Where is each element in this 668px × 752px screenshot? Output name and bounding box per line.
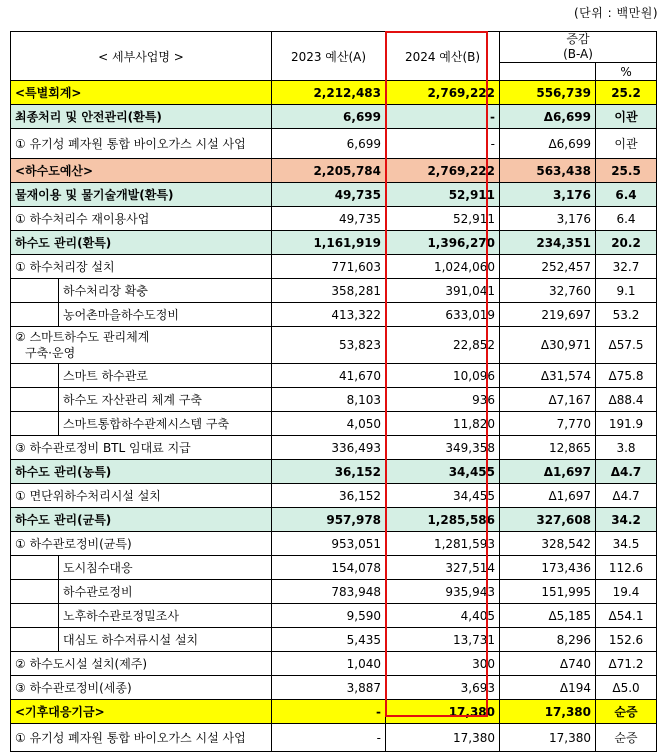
table-row — [11, 676, 657, 700]
row-2024: 1,024,060 — [386, 255, 500, 279]
row-pct: 20.2 — [596, 231, 657, 255]
table-row — [11, 508, 657, 532]
row-change: Δ6,699 — [500, 105, 596, 129]
row-2023: 9,590 — [272, 604, 386, 628]
table-row — [11, 81, 657, 105]
row-pct: 9.1 — [596, 279, 657, 303]
row-name: 하수도 관리(환특) — [11, 231, 272, 255]
row-change: Δ31,574 — [500, 364, 596, 388]
row-change: 563,438 — [500, 159, 596, 183]
row-name: 하수도 자산관리 체계 구축 — [59, 388, 272, 412]
row-name: ① 유기성 폐자원 통합 바이오가스 시설 사업 — [11, 129, 272, 159]
row-2023: 953,051 — [272, 532, 386, 556]
row-pct: 6.4 — [596, 183, 657, 207]
row-change: 3,176 — [500, 207, 596, 231]
table-row — [11, 388, 657, 412]
row-change: 151,995 — [500, 580, 596, 604]
header-2024: 2024 예산(B) — [386, 32, 500, 81]
row-change: Δ1,697 — [500, 484, 596, 508]
row-pct: 3.8 — [596, 436, 657, 460]
row-pct: Δ57.5 — [596, 327, 657, 364]
row-name: <기후대응기금> — [11, 700, 272, 724]
table-row — [11, 159, 657, 183]
table-row — [11, 303, 657, 327]
table-row — [11, 724, 657, 752]
row-2024: 1,285,586 — [386, 508, 500, 532]
row-2023: 41,670 — [272, 364, 386, 388]
row-pct: 191.9 — [596, 412, 657, 436]
row-change: 234,351 — [500, 231, 596, 255]
row-2023: 6,699 — [272, 129, 386, 159]
row-name: <특별회계> — [11, 81, 272, 105]
table-row — [11, 105, 657, 129]
row-name: ① 유기성 폐자원 통합 바이오가스 시설 사업 — [11, 724, 272, 752]
row-2024: - — [386, 129, 500, 159]
table-row — [11, 231, 657, 255]
row-pct: 이관 — [596, 105, 657, 129]
unit-label: (단위 : 백만원) — [574, 6, 658, 20]
row-pct: Δ88.4 — [596, 388, 657, 412]
row-change: Δ1,697 — [500, 460, 596, 484]
row-change: 3,176 — [500, 183, 596, 207]
header-change-label: 증감 — [566, 32, 590, 46]
row-pct: 이관 — [596, 129, 657, 159]
indent-spacer — [11, 604, 59, 628]
row-2024: 4,405 — [386, 604, 500, 628]
row-2024: 391,041 — [386, 279, 500, 303]
row-2024: 52,911 — [386, 207, 500, 231]
row-change: 328,542 — [500, 532, 596, 556]
row-2024: 349,358 — [386, 436, 500, 460]
row-name: ② 하수도시설 설치(제주) — [11, 652, 272, 676]
row-pct: 152.6 — [596, 628, 657, 652]
row-2023: 957,978 — [272, 508, 386, 532]
table-row — [11, 628, 657, 652]
row-name: 농어촌마을하수도정비 — [59, 303, 272, 327]
row-2024: - — [386, 105, 500, 129]
row-pct: Δ5.0 — [596, 676, 657, 700]
row-pct: 순증 — [596, 724, 657, 752]
row-2024: 34,455 — [386, 460, 500, 484]
row-pct: 6.4 — [596, 207, 657, 231]
row-name: 스마트 하수관로 — [59, 364, 272, 388]
table-row — [11, 604, 657, 628]
row-2023: 3,887 — [272, 676, 386, 700]
row-2024: 300 — [386, 652, 500, 676]
table-row — [11, 183, 657, 207]
header-change-amount — [500, 63, 596, 81]
row-2023: 5,435 — [272, 628, 386, 652]
row-name: 하수처리장 확충 — [59, 279, 272, 303]
indent-spacer — [11, 303, 59, 327]
row-change: 17,380 — [500, 700, 596, 724]
row-change: 7,770 — [500, 412, 596, 436]
row-name: 하수도 관리(균특) — [11, 508, 272, 532]
row-2024: 1,396,270 — [386, 231, 500, 255]
row-2023: 6,699 — [272, 105, 386, 129]
row-pct: Δ4.7 — [596, 460, 657, 484]
row-2023: - — [272, 724, 386, 752]
indent-spacer — [11, 279, 59, 303]
row-2023: 36,152 — [272, 484, 386, 508]
row-change: 8,296 — [500, 628, 596, 652]
row-change: Δ194 — [500, 676, 596, 700]
table-row — [11, 460, 657, 484]
row-name — [11, 327, 272, 364]
row-2024: 11,820 — [386, 412, 500, 436]
row-2023: 771,603 — [272, 255, 386, 279]
header-change-sub: (B-A) — [563, 47, 593, 61]
row-2023: 49,735 — [272, 183, 386, 207]
row-pct: 순증 — [596, 700, 657, 724]
row-2024: 17,380 — [386, 700, 500, 724]
row-2023: 783,948 — [272, 580, 386, 604]
row-change: Δ7,167 — [500, 388, 596, 412]
row-2024: 2,769,222 — [386, 81, 500, 105]
row-name: ① 하수관로정비(균특) — [11, 532, 272, 556]
row-2023: 358,281 — [272, 279, 386, 303]
table-row — [11, 129, 657, 159]
row-change: 173,436 — [500, 556, 596, 580]
row-2024: 52,911 — [386, 183, 500, 207]
table-row — [11, 532, 657, 556]
row-name: ③ 하수관로정비 BTL 임대료 지급 — [11, 436, 272, 460]
row-2024: 2,769,222 — [386, 159, 500, 183]
row-name: ③ 하수관로정비(세종) — [11, 676, 272, 700]
row-name: 노후하수관로정밀조사 — [59, 604, 272, 628]
table-row — [11, 484, 657, 508]
row-2024: 17,380 — [386, 724, 500, 752]
table-row — [11, 556, 657, 580]
budget-table — [10, 31, 657, 752]
row-2024: 327,514 — [386, 556, 500, 580]
table-row — [11, 207, 657, 231]
row-pct: 25.2 — [596, 81, 657, 105]
row-2024: 1,281,593 — [386, 532, 500, 556]
row-2023: 53,823 — [272, 327, 386, 364]
row-change: 17,380 — [500, 724, 596, 752]
row-change: 327,608 — [500, 508, 596, 532]
row-2023: 2,212,483 — [272, 81, 386, 105]
row-change: 32,760 — [500, 279, 596, 303]
row-pct: 34.2 — [596, 508, 657, 532]
indent-spacer — [11, 628, 59, 652]
indent-spacer — [11, 580, 59, 604]
row-2024: 13,731 — [386, 628, 500, 652]
table-row — [11, 364, 657, 388]
header-pct: % — [596, 63, 657, 81]
row-pct: 32.7 — [596, 255, 657, 279]
indent-spacer — [11, 364, 59, 388]
row-2023: 413,322 — [272, 303, 386, 327]
row-change: 219,697 — [500, 303, 596, 327]
row-name: 대심도 하수저류시설 설치 — [59, 628, 272, 652]
row-name: ① 하수처리수 재이용사업 — [11, 207, 272, 231]
row-2023: 36,152 — [272, 460, 386, 484]
row-change: Δ5,185 — [500, 604, 596, 628]
row-name: ① 하수처리장 설치 — [11, 255, 272, 279]
row-change: Δ30,971 — [500, 327, 596, 364]
header-name: < 세부사업명 > — [11, 32, 272, 81]
row-name: 최종처리 및 안전관리(환특) — [11, 105, 272, 129]
row-2023: 1,040 — [272, 652, 386, 676]
table-row — [11, 652, 657, 676]
table-row — [11, 436, 657, 460]
header-2023: 2023 예산(A) — [272, 32, 386, 81]
table-row — [11, 279, 657, 303]
row-change: 12,865 — [500, 436, 596, 460]
row-2024: 34,455 — [386, 484, 500, 508]
row-pct: 19.4 — [596, 580, 657, 604]
row-pct: 112.6 — [596, 556, 657, 580]
row-name-line1: ② 스마트하수도 관리체계 — [15, 330, 150, 344]
row-2024: 633,019 — [386, 303, 500, 327]
row-name: 도시침수대응 — [59, 556, 272, 580]
table-row — [11, 700, 657, 724]
row-2023: 1,161,919 — [272, 231, 386, 255]
row-2023: 2,205,784 — [272, 159, 386, 183]
row-2024: 10,096 — [386, 364, 500, 388]
row-name-line2: 구축·운영 — [25, 346, 76, 360]
row-name: <하수도예산> — [11, 159, 272, 183]
row-change: 252,457 — [500, 255, 596, 279]
row-change: Δ740 — [500, 652, 596, 676]
table-row — [11, 255, 657, 279]
row-2023: 4,050 — [272, 412, 386, 436]
header-row — [11, 32, 657, 63]
row-2023: - — [272, 700, 386, 724]
row-2024: 22,852 — [386, 327, 500, 364]
table-row — [11, 327, 657, 364]
row-2024: 936 — [386, 388, 500, 412]
row-name: 스마트통합하수관제시스템 구축 — [59, 412, 272, 436]
table-row — [11, 412, 657, 436]
row-name: ① 면단위하수처리시설 설치 — [11, 484, 272, 508]
row-pct: Δ75.8 — [596, 364, 657, 388]
row-2024: 3,693 — [386, 676, 500, 700]
row-pct: 53.2 — [596, 303, 657, 327]
row-2023: 154,078 — [272, 556, 386, 580]
row-name: 물재이용 및 물기술개발(환특) — [11, 183, 272, 207]
indent-spacer — [11, 388, 59, 412]
row-2023: 8,103 — [272, 388, 386, 412]
row-change: 556,739 — [500, 81, 596, 105]
row-pct: Δ4.7 — [596, 484, 657, 508]
table-row — [11, 580, 657, 604]
row-name: 하수관로정비 — [59, 580, 272, 604]
indent-spacer — [11, 412, 59, 436]
header-change — [500, 32, 657, 63]
row-2024: 935,943 — [386, 580, 500, 604]
row-name: 하수도 관리(농특) — [11, 460, 272, 484]
indent-spacer — [11, 556, 59, 580]
row-pct: 34.5 — [596, 532, 657, 556]
row-pct: Δ54.1 — [596, 604, 657, 628]
row-pct: Δ71.2 — [596, 652, 657, 676]
row-2023: 336,493 — [272, 436, 386, 460]
row-pct: 25.5 — [596, 159, 657, 183]
row-2023: 49,735 — [272, 207, 386, 231]
row-change: Δ6,699 — [500, 129, 596, 159]
